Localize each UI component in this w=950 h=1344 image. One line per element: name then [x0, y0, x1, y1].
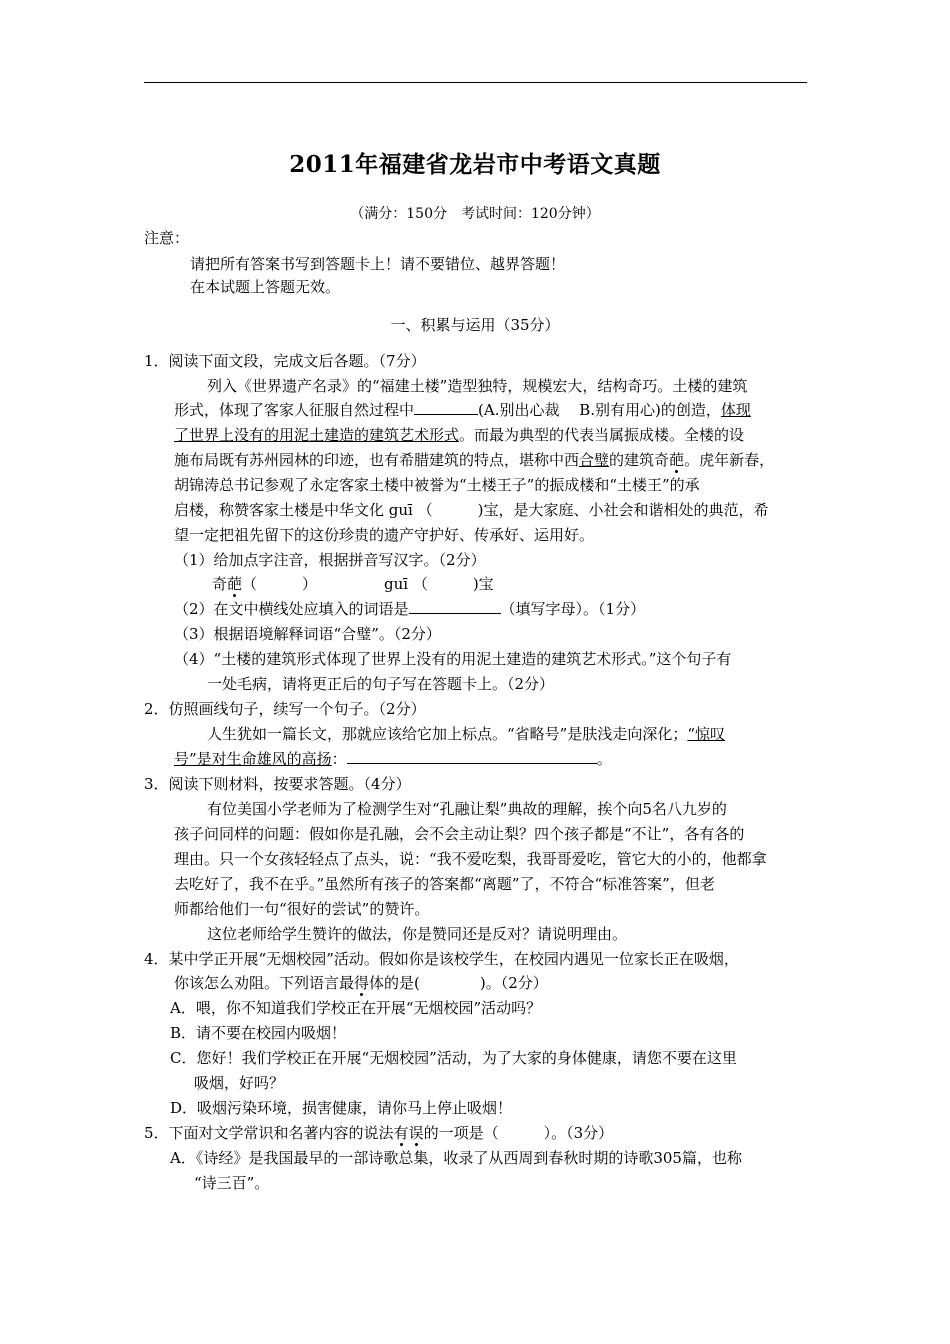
q2-line	[207, 724, 725, 744]
text-segment: （2）在文中横线处应填入的词语是	[174, 600, 409, 618]
text-segment: 5．下面对文学常识和名著内容的说法	[144, 1124, 394, 1142]
q3-line: 去吃好了，我不在乎。”虽然所有孩子的答案都“离题”了，不符合“标准答案”，但老	[174, 875, 715, 893]
q1-subquestion-3: （3）根据语境解释词语“合璧”。（2分）	[174, 625, 441, 643]
header-rule	[144, 82, 807, 83]
page-title: 2011年福建省龙岩市中考语文真题	[289, 151, 661, 178]
q4-option-b: B．请不要在校园内吸烟！	[170, 1024, 347, 1042]
q1-para-line: 启楼，称赞客家土楼是中华文化 guī （ )宝，是大家庭、小社会和谐相处的典范，希	[174, 501, 769, 519]
q5-heading	[144, 1123, 613, 1143]
q1-subquestion-1: （1）给加点字注音，根据拼音写汉字。（2分）	[174, 551, 486, 569]
text-segment: 形式，体现了客家人征服自然过程中	[174, 401, 415, 419]
underlined-sentence: 体现	[720, 401, 751, 419]
dotted-character: 有	[393, 1124, 409, 1142]
text-segment: 体的是( )。（2分）	[369, 974, 548, 992]
underlined-sentence: 号”是对生命雄风的高扬	[174, 750, 332, 768]
q5-option-a: A．《诗经》是我国最早的一部诗歌总集，收录了从西周到春秋时期的诗歌305篇，也称	[170, 1149, 742, 1167]
q1-sub1-item-a	[212, 574, 317, 594]
q1-subquestion-4-cont: 一处毛病，请将更正后的句子写在答题卡上。（2分）	[207, 675, 555, 693]
q4-heading: 4．某中学正开展“无烟校园”活动。假如你是该校学生，在校园内遇见一位家长正在吸烟，	[144, 950, 739, 968]
q1-para-line: 胡锦涛总书记参观了永定客家土楼中被誉为“土楼王子”的振成楼和“土楼王”的承	[174, 476, 700, 494]
q4-option-a: A．喂，你不知道我们学校正在开展“无烟校园”活动吗？	[170, 999, 542, 1017]
text-segment: 。而最为典型的代表当属振成楼。全楼的设	[459, 426, 745, 444]
text-segment: 。	[596, 750, 612, 768]
answer-blank	[409, 599, 501, 614]
notice-line-2: 在本试题上答题无效。	[190, 278, 341, 296]
notice-line-1: 请把所有答案书写到答题卡上！请不要错位、越界答题！	[190, 255, 566, 273]
q2-line	[174, 749, 612, 769]
text-segment: 你该怎么劝阻。下列语言最	[174, 974, 355, 992]
underlined-term: 合璧	[579, 451, 610, 469]
text-segment: 施布局既有苏州园林的印迹，也有希腊建筑的特点，堪称中西	[174, 451, 580, 469]
section-heading: 一、积累与运用（35分）	[390, 316, 560, 334]
answer-blank	[414, 400, 478, 415]
q1-sub1-item-b: guī （ )宝	[384, 575, 494, 593]
underlined-sentence: 了世界上没有的用泥土建造的建筑艺术形式	[174, 426, 460, 444]
q4-heading-cont	[174, 973, 548, 993]
q5-option-a-cont: “诗三百”。	[194, 1174, 270, 1192]
answer-blank	[347, 749, 597, 764]
q1-subquestion-4: （4）“土楼的建筑形式体现了世界上没有的用泥土建造的建筑艺术形式。”这个句子有	[174, 650, 732, 668]
q3-line: 孩子问同样的问题：假如你是孔融，会不会主动让梨？四个孩子都是“不让”，各有各的	[174, 825, 745, 843]
q4-option-c: C．您好！我们学校正在开展“无烟校园”活动，为了大家的身体健康，请您不要在这里	[170, 1049, 737, 1067]
text-segment: 。虎年新春，	[684, 451, 775, 469]
q1-para-line	[174, 400, 751, 420]
dotted-character: 葩	[227, 575, 243, 593]
text-segment: 的建筑奇	[609, 451, 670, 469]
q1-para-line: 望一定把祖先留下的这份珍贵的遗产守护好、传承好、运用好。	[174, 526, 595, 544]
notice-label: 注意：	[144, 229, 190, 247]
text-segment: 的一项是（ ）。（3分）	[423, 1124, 614, 1142]
q3-line: 有位美国小学老师为了检测学生对“孔融让梨”典故的理解，挨个向5名八九岁的	[207, 800, 727, 818]
dotted-character: 葩	[669, 451, 685, 469]
q3-line: 师都给他们一句“很好的尝试”的赞许。	[174, 900, 430, 918]
q3-heading: 3．阅读下则材料，按要求答题。（4分）	[144, 775, 411, 793]
q4-option-c-cont: 吸烟，好吗？	[194, 1074, 285, 1092]
q1-heading: 1．阅读下面文段，完成文后各题。（7分）	[144, 352, 426, 370]
q2-heading: 2．仿照画线句子，续写一个句子。（2分）	[144, 700, 426, 718]
exam-info: （满分：150分 考试时间：120分钟）	[350, 206, 600, 222]
dotted-character: 得	[354, 974, 370, 992]
q1-para-line: 列入《世界遗产名录》的“福建土楼”造型独特，规模宏大，结构奇巧。土楼的建筑	[207, 377, 748, 395]
q4-option-d: D．吸烟污染环境，损害健康，请你马上停止吸烟！	[170, 1099, 513, 1117]
q3-line: 这位老师给学生赞许的做法，你是赞同还是反对？请说明理由。	[207, 925, 628, 943]
text-segment: ：	[331, 750, 347, 768]
text-segment: 人生犹如一篇长文，那就应该给它加上标点。“省略号”是肤浅走向深化；	[207, 725, 688, 743]
q3-line: 理由。只一个女孩轻轻点了点头，说：“我不爱吃梨，我哥哥爱吃，管它大的小的，他都拿	[174, 850, 767, 868]
q1-para-line	[174, 425, 744, 445]
dotted-character: 误	[408, 1124, 424, 1142]
q1-subquestion-2	[174, 599, 645, 619]
q1-para-line	[174, 450, 774, 470]
text-segment: (A.别出心裁 B.别有用心)的创造，	[478, 401, 721, 419]
underlined-sentence: “惊叹	[687, 725, 726, 743]
text-segment: （填写字母）。（1分）	[500, 600, 646, 618]
text-segment: （ ）	[242, 575, 318, 593]
text-segment: 奇	[212, 575, 228, 593]
